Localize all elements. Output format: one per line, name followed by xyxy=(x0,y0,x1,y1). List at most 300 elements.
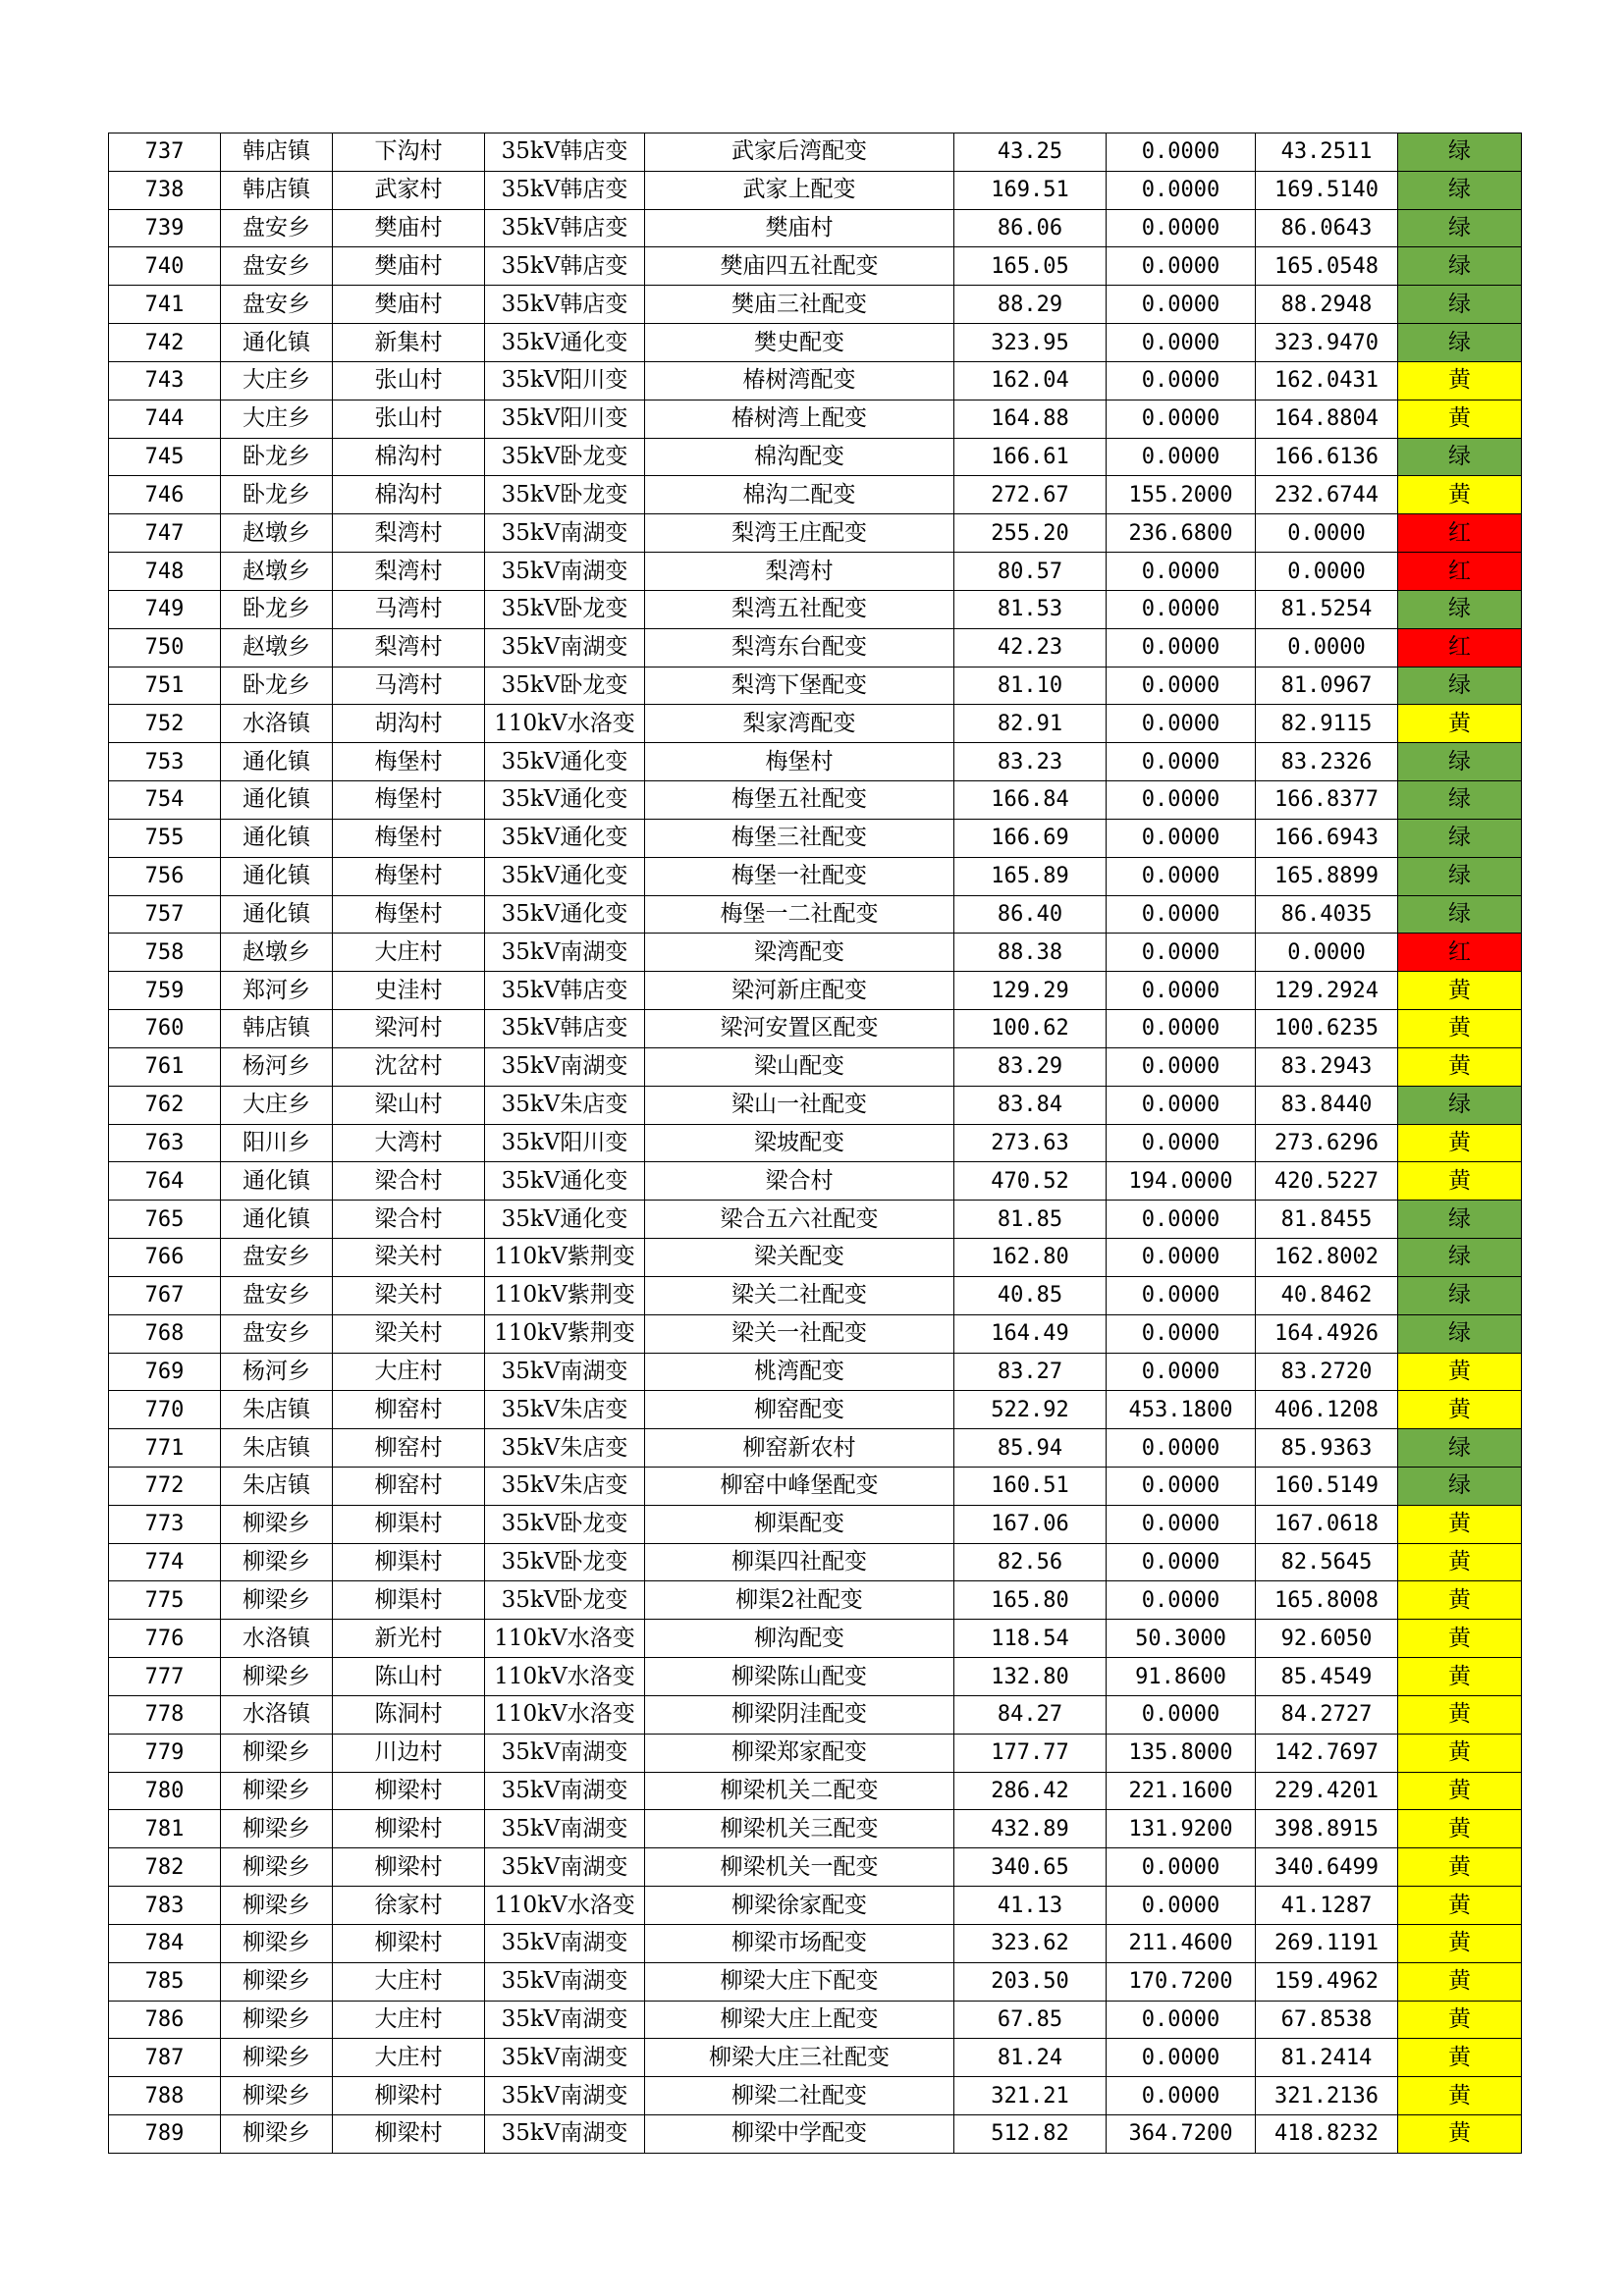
capacity-cell: 160.51 xyxy=(954,1467,1107,1505)
township-cell: 通化镇 xyxy=(221,1162,333,1201)
transformer-name-cell: 柳梁市场配变 xyxy=(645,1924,954,1962)
transformer-name-cell: 梁山一社配变 xyxy=(645,1086,954,1124)
capacity-cell: 41.13 xyxy=(954,1887,1107,1925)
available-capacity-cell: 166.8377 xyxy=(1256,781,1398,820)
transformer-name-cell: 梁山配变 xyxy=(645,1047,954,1086)
table-row xyxy=(109,1962,1522,2001)
table-row xyxy=(109,514,1522,553)
village-cell: 柳窑村 xyxy=(333,1429,485,1468)
used-capacity-cell: 0.0000 xyxy=(1107,1201,1256,1239)
available-capacity-cell: 85.4549 xyxy=(1256,1658,1398,1696)
row-number-cell: 740 xyxy=(109,247,221,286)
row-number-cell: 765 xyxy=(109,1201,221,1239)
table-row xyxy=(109,171,1522,209)
available-capacity-cell: 85.9363 xyxy=(1256,1429,1398,1468)
available-capacity-cell: 88.2948 xyxy=(1256,286,1398,324)
table-row xyxy=(109,2115,1522,2154)
available-capacity-cell: 43.2511 xyxy=(1256,133,1398,172)
status-cell: 黄 xyxy=(1398,1734,1522,1772)
substation-cell: 35kV卧龙变 xyxy=(485,667,645,705)
used-capacity-cell: 221.1600 xyxy=(1107,1772,1256,1810)
status-cell: 绿 xyxy=(1398,1201,1522,1239)
status-cell: 绿 xyxy=(1398,1239,1522,1277)
transformer-name-cell: 柳梁徐家配变 xyxy=(645,1887,954,1925)
available-capacity-cell: 81.5254 xyxy=(1256,590,1398,628)
available-capacity-cell: 167.0618 xyxy=(1256,1505,1398,1543)
table-row xyxy=(109,1924,1522,1962)
substation-cell: 35kV南湖变 xyxy=(485,1962,645,2001)
township-cell: 卧龙乡 xyxy=(221,667,333,705)
village-cell: 梅堡村 xyxy=(333,743,485,781)
used-capacity-cell: 155.2000 xyxy=(1107,476,1256,514)
village-cell: 柳渠村 xyxy=(333,1543,485,1581)
used-capacity-cell: 0.0000 xyxy=(1107,1276,1256,1314)
row-number-cell: 760 xyxy=(109,1010,221,1048)
row-number-cell: 767 xyxy=(109,1276,221,1314)
table-row xyxy=(109,1239,1522,1277)
table-row xyxy=(109,1353,1522,1391)
substation-cell: 35kV通化变 xyxy=(485,819,645,857)
transformer-name-cell: 梨湾东台配变 xyxy=(645,628,954,667)
village-cell: 柳渠村 xyxy=(333,1581,485,1620)
table-row xyxy=(109,857,1522,895)
transformer-name-cell: 樊史配变 xyxy=(645,324,954,362)
substation-cell: 35kV卧龙变 xyxy=(485,1581,645,1620)
township-cell: 通化镇 xyxy=(221,743,333,781)
village-cell: 梁河村 xyxy=(333,1010,485,1048)
available-capacity-cell: 100.6235 xyxy=(1256,1010,1398,1048)
table-row xyxy=(109,1581,1522,1620)
village-cell: 陈洞村 xyxy=(333,1695,485,1734)
capacity-cell: 81.10 xyxy=(954,667,1107,705)
substation-cell: 35kV南湖变 xyxy=(485,514,645,553)
used-capacity-cell: 0.0000 xyxy=(1107,895,1256,934)
transformer-name-cell: 梨湾下堡配变 xyxy=(645,667,954,705)
transformer-name-cell: 梅堡五社配变 xyxy=(645,781,954,820)
capacity-cell: 118.54 xyxy=(954,1620,1107,1658)
transformer-name-cell: 柳梁郑家配变 xyxy=(645,1734,954,1772)
township-cell: 柳梁乡 xyxy=(221,1887,333,1925)
transformer-name-cell: 梨家湾配变 xyxy=(645,705,954,743)
table-row xyxy=(109,1848,1522,1887)
substation-cell: 35kV卧龙变 xyxy=(485,1505,645,1543)
township-cell: 朱店镇 xyxy=(221,1429,333,1468)
township-cell: 通化镇 xyxy=(221,857,333,895)
available-capacity-cell: 273.6296 xyxy=(1256,1124,1398,1162)
available-capacity-cell: 41.1287 xyxy=(1256,1887,1398,1925)
status-cell: 黄 xyxy=(1398,1124,1522,1162)
row-number-cell: 778 xyxy=(109,1695,221,1734)
table-row xyxy=(109,1086,1522,1124)
status-cell: 黄 xyxy=(1398,1581,1522,1620)
used-capacity-cell: 0.0000 xyxy=(1107,171,1256,209)
village-cell: 胡沟村 xyxy=(333,705,485,743)
used-capacity-cell: 0.0000 xyxy=(1107,667,1256,705)
township-cell: 大庄乡 xyxy=(221,1086,333,1124)
substation-cell: 35kV阳川变 xyxy=(485,361,645,400)
table-row xyxy=(109,705,1522,743)
substation-cell: 35kV朱店变 xyxy=(485,1086,645,1124)
capacity-cell: 323.95 xyxy=(954,324,1107,362)
capacity-cell: 166.69 xyxy=(954,819,1107,857)
used-capacity-cell: 0.0000 xyxy=(1107,1695,1256,1734)
table-row xyxy=(109,667,1522,705)
used-capacity-cell: 91.8600 xyxy=(1107,1658,1256,1696)
substation-cell: 35kV南湖变 xyxy=(485,1047,645,1086)
used-capacity-cell: 0.0000 xyxy=(1107,1047,1256,1086)
township-cell: 柳梁乡 xyxy=(221,1505,333,1543)
capacity-cell: 129.29 xyxy=(954,972,1107,1010)
transformer-name-cell: 棉沟配变 xyxy=(645,438,954,476)
used-capacity-cell: 0.0000 xyxy=(1107,400,1256,438)
village-cell: 梁山村 xyxy=(333,1086,485,1124)
capacity-cell: 165.05 xyxy=(954,247,1107,286)
row-number-cell: 761 xyxy=(109,1047,221,1086)
capacity-cell: 512.82 xyxy=(954,2115,1107,2154)
row-number-cell: 777 xyxy=(109,1658,221,1696)
row-number-cell: 743 xyxy=(109,361,221,400)
substation-cell: 110kV水洛变 xyxy=(485,1887,645,1925)
row-number-cell: 763 xyxy=(109,1124,221,1162)
village-cell: 梅堡村 xyxy=(333,819,485,857)
transformer-name-cell: 柳梁机关一配变 xyxy=(645,1848,954,1887)
status-cell: 红 xyxy=(1398,934,1522,972)
capacity-cell: 166.61 xyxy=(954,438,1107,476)
substation-cell: 35kV南湖变 xyxy=(485,2115,645,2154)
row-number-cell: 751 xyxy=(109,667,221,705)
capacity-cell: 81.85 xyxy=(954,1201,1107,1239)
township-cell: 盘安乡 xyxy=(221,1276,333,1314)
row-number-cell: 773 xyxy=(109,1505,221,1543)
township-cell: 韩店镇 xyxy=(221,171,333,209)
row-number-cell: 769 xyxy=(109,1353,221,1391)
capacity-cell: 167.06 xyxy=(954,1505,1107,1543)
capacity-cell: 203.50 xyxy=(954,1962,1107,2001)
status-cell: 黄 xyxy=(1398,1772,1522,1810)
capacity-cell: 81.24 xyxy=(954,2039,1107,2077)
township-cell: 盘安乡 xyxy=(221,247,333,286)
substation-cell: 35kV南湖变 xyxy=(485,934,645,972)
village-cell: 樊庙村 xyxy=(333,209,485,247)
status-cell: 黄 xyxy=(1398,2001,1522,2039)
status-cell: 红 xyxy=(1398,514,1522,553)
available-capacity-cell: 83.2943 xyxy=(1256,1047,1398,1086)
used-capacity-cell: 0.0000 xyxy=(1107,247,1256,286)
table-row xyxy=(109,2001,1522,2039)
transformer-name-cell: 梁河安置区配变 xyxy=(645,1010,954,1048)
transformer-name-cell: 柳渠2社配变 xyxy=(645,1581,954,1620)
capacity-cell: 164.49 xyxy=(954,1314,1107,1353)
row-number-cell: 756 xyxy=(109,857,221,895)
used-capacity-cell: 0.0000 xyxy=(1107,2001,1256,2039)
table-row xyxy=(109,1010,1522,1048)
status-cell: 黄 xyxy=(1398,972,1522,1010)
village-cell: 大庄村 xyxy=(333,2039,485,2077)
capacity-cell: 165.80 xyxy=(954,1581,1107,1620)
available-capacity-cell: 82.5645 xyxy=(1256,1543,1398,1581)
used-capacity-cell: 0.0000 xyxy=(1107,1353,1256,1391)
capacity-cell: 83.23 xyxy=(954,743,1107,781)
used-capacity-cell: 0.0000 xyxy=(1107,2077,1256,2115)
status-cell: 黄 xyxy=(1398,1543,1522,1581)
table-row xyxy=(109,819,1522,857)
available-capacity-cell: 420.5227 xyxy=(1256,1162,1398,1201)
township-cell: 大庄乡 xyxy=(221,400,333,438)
capacity-cell: 82.91 xyxy=(954,705,1107,743)
township-cell: 水洛镇 xyxy=(221,1695,333,1734)
village-cell: 梅堡村 xyxy=(333,857,485,895)
row-number-cell: 746 xyxy=(109,476,221,514)
available-capacity-cell: 67.8538 xyxy=(1256,2001,1398,2039)
transformer-name-cell: 柳梁大庄下配变 xyxy=(645,1962,954,2001)
capacity-cell: 166.84 xyxy=(954,781,1107,820)
available-capacity-cell: 84.2727 xyxy=(1256,1695,1398,1734)
township-cell: 柳梁乡 xyxy=(221,1734,333,1772)
village-cell: 柳梁村 xyxy=(333,1924,485,1962)
status-cell: 绿 xyxy=(1398,895,1522,934)
status-cell: 红 xyxy=(1398,553,1522,591)
capacity-cell: 86.06 xyxy=(954,209,1107,247)
village-cell: 柳窑村 xyxy=(333,1391,485,1429)
status-cell: 绿 xyxy=(1398,743,1522,781)
table-row xyxy=(109,743,1522,781)
used-capacity-cell: 0.0000 xyxy=(1107,209,1256,247)
table-row xyxy=(109,628,1522,667)
township-cell: 水洛镇 xyxy=(221,1620,333,1658)
township-cell: 柳梁乡 xyxy=(221,1581,333,1620)
row-number-cell: 784 xyxy=(109,1924,221,1962)
transformer-name-cell: 梨湾五社配变 xyxy=(645,590,954,628)
substation-cell: 35kV卧龙变 xyxy=(485,438,645,476)
substation-cell: 35kV朱店变 xyxy=(485,1391,645,1429)
village-cell: 武家村 xyxy=(333,171,485,209)
substation-cell: 35kV韩店变 xyxy=(485,133,645,172)
substation-cell: 110kV水洛变 xyxy=(485,705,645,743)
status-cell: 绿 xyxy=(1398,819,1522,857)
capacity-cell: 162.80 xyxy=(954,1239,1107,1277)
township-cell: 通化镇 xyxy=(221,324,333,362)
transformer-name-cell: 柳梁陈山配变 xyxy=(645,1658,954,1696)
used-capacity-cell: 0.0000 xyxy=(1107,628,1256,667)
available-capacity-cell: 166.6943 xyxy=(1256,819,1398,857)
table-row xyxy=(109,1505,1522,1543)
available-capacity-cell: 229.4201 xyxy=(1256,1772,1398,1810)
available-capacity-cell: 166.6136 xyxy=(1256,438,1398,476)
status-cell: 绿 xyxy=(1398,133,1522,172)
available-capacity-cell: 83.8440 xyxy=(1256,1086,1398,1124)
substation-cell: 110kV紫荆变 xyxy=(485,1239,645,1277)
substation-cell: 35kV阳川变 xyxy=(485,400,645,438)
status-cell: 黄 xyxy=(1398,1047,1522,1086)
substation-cell: 35kV通化变 xyxy=(485,895,645,934)
township-cell: 柳梁乡 xyxy=(221,1848,333,1887)
used-capacity-cell: 0.0000 xyxy=(1107,2039,1256,2077)
used-capacity-cell: 0.0000 xyxy=(1107,1505,1256,1543)
status-cell: 黄 xyxy=(1398,1010,1522,1048)
status-cell: 黄 xyxy=(1398,1620,1522,1658)
used-capacity-cell: 0.0000 xyxy=(1107,1467,1256,1505)
transformer-name-cell: 桃湾配变 xyxy=(645,1353,954,1391)
transformer-name-cell: 柳梁机关二配变 xyxy=(645,1772,954,1810)
table-row xyxy=(109,1314,1522,1353)
status-cell: 黄 xyxy=(1398,1695,1522,1734)
status-cell: 黄 xyxy=(1398,1848,1522,1887)
status-cell: 红 xyxy=(1398,628,1522,667)
substation-cell: 35kV韩店变 xyxy=(485,286,645,324)
substation-cell: 35kV通化变 xyxy=(485,781,645,820)
substation-cell: 35kV南湖变 xyxy=(485,628,645,667)
status-cell: 黄 xyxy=(1398,2077,1522,2115)
capacity-cell: 164.88 xyxy=(954,400,1107,438)
table-row xyxy=(109,438,1522,476)
table-row xyxy=(109,2039,1522,2077)
substation-cell: 35kV卧龙变 xyxy=(485,1543,645,1581)
capacity-cell: 132.80 xyxy=(954,1658,1107,1696)
row-number-cell: 776 xyxy=(109,1620,221,1658)
table-row xyxy=(109,1124,1522,1162)
township-cell: 通化镇 xyxy=(221,819,333,857)
village-cell: 张山村 xyxy=(333,400,485,438)
row-number-cell: 749 xyxy=(109,590,221,628)
status-cell: 黄 xyxy=(1398,1658,1522,1696)
used-capacity-cell: 0.0000 xyxy=(1107,934,1256,972)
table-row xyxy=(109,1162,1522,1201)
available-capacity-cell: 160.5149 xyxy=(1256,1467,1398,1505)
row-number-cell: 780 xyxy=(109,1772,221,1810)
township-cell: 朱店镇 xyxy=(221,1391,333,1429)
substation-cell: 110kV紫荆变 xyxy=(485,1314,645,1353)
township-cell: 杨河乡 xyxy=(221,1047,333,1086)
row-number-cell: 738 xyxy=(109,171,221,209)
village-cell: 梁合村 xyxy=(333,1201,485,1239)
row-number-cell: 770 xyxy=(109,1391,221,1429)
capacity-cell: 88.38 xyxy=(954,934,1107,972)
used-capacity-cell: 0.0000 xyxy=(1107,1086,1256,1124)
capacity-cell: 255.20 xyxy=(954,514,1107,553)
village-cell: 梁关村 xyxy=(333,1314,485,1353)
table-row xyxy=(109,934,1522,972)
used-capacity-cell: 0.0000 xyxy=(1107,1429,1256,1468)
table-row xyxy=(109,247,1522,286)
capacity-cell: 81.53 xyxy=(954,590,1107,628)
used-capacity-cell: 0.0000 xyxy=(1107,133,1256,172)
village-cell: 梅堡村 xyxy=(333,781,485,820)
row-number-cell: 779 xyxy=(109,1734,221,1772)
used-capacity-cell: 453.1800 xyxy=(1107,1391,1256,1429)
available-capacity-cell: 0.0000 xyxy=(1256,934,1398,972)
status-cell: 黄 xyxy=(1398,1391,1522,1429)
township-cell: 赵墩乡 xyxy=(221,514,333,553)
status-cell: 黄 xyxy=(1398,1962,1522,2001)
substation-cell: 110kV紫荆变 xyxy=(485,1276,645,1314)
table-row xyxy=(109,133,1522,172)
village-cell: 新光村 xyxy=(333,1620,485,1658)
substation-cell: 35kV韩店变 xyxy=(485,209,645,247)
transformer-name-cell: 柳梁二社配变 xyxy=(645,2077,954,2115)
village-cell: 大庄村 xyxy=(333,1962,485,2001)
capacity-cell: 80.57 xyxy=(954,553,1107,591)
transformer-name-cell: 武家上配变 xyxy=(645,171,954,209)
available-capacity-cell: 162.8002 xyxy=(1256,1239,1398,1277)
available-capacity-cell: 159.4962 xyxy=(1256,1962,1398,2001)
substation-cell: 110kV水洛变 xyxy=(485,1695,645,1734)
village-cell: 梁关村 xyxy=(333,1239,485,1277)
row-number-cell: 789 xyxy=(109,2115,221,2154)
village-cell: 樊庙村 xyxy=(333,247,485,286)
used-capacity-cell: 0.0000 xyxy=(1107,705,1256,743)
township-cell: 柳梁乡 xyxy=(221,2077,333,2115)
row-number-cell: 755 xyxy=(109,819,221,857)
used-capacity-cell: 0.0000 xyxy=(1107,1124,1256,1162)
table-row xyxy=(109,1887,1522,1925)
status-cell: 绿 xyxy=(1398,324,1522,362)
row-number-cell: 772 xyxy=(109,1467,221,1505)
transformer-name-cell: 梁关二社配变 xyxy=(645,1276,954,1314)
available-capacity-cell: 398.8915 xyxy=(1256,1810,1398,1848)
township-cell: 盘安乡 xyxy=(221,209,333,247)
status-cell: 黄 xyxy=(1398,1887,1522,1925)
available-capacity-cell: 0.0000 xyxy=(1256,514,1398,553)
capacity-cell: 321.21 xyxy=(954,2077,1107,2115)
row-number-cell: 785 xyxy=(109,1962,221,2001)
transformer-name-cell: 柳渠四社配变 xyxy=(645,1543,954,1581)
capacity-cell: 83.27 xyxy=(954,1353,1107,1391)
township-cell: 柳梁乡 xyxy=(221,2039,333,2077)
village-cell: 梁关村 xyxy=(333,1276,485,1314)
table-row xyxy=(109,1467,1522,1505)
township-cell: 柳梁乡 xyxy=(221,1543,333,1581)
status-cell: 黄 xyxy=(1398,1353,1522,1391)
row-number-cell: 739 xyxy=(109,209,221,247)
township-cell: 盘安乡 xyxy=(221,1239,333,1277)
village-cell: 新集村 xyxy=(333,324,485,362)
village-cell: 史洼村 xyxy=(333,972,485,1010)
status-cell: 绿 xyxy=(1398,1429,1522,1468)
capacity-cell: 42.23 xyxy=(954,628,1107,667)
used-capacity-cell: 170.7200 xyxy=(1107,1962,1256,2001)
row-number-cell: 788 xyxy=(109,2077,221,2115)
capacity-cell: 177.77 xyxy=(954,1734,1107,1772)
available-capacity-cell: 321.2136 xyxy=(1256,2077,1398,2115)
row-number-cell: 787 xyxy=(109,2039,221,2077)
used-capacity-cell: 50.3000 xyxy=(1107,1620,1256,1658)
transformer-name-cell: 梁坡配变 xyxy=(645,1124,954,1162)
table-row xyxy=(109,1772,1522,1810)
township-cell: 柳梁乡 xyxy=(221,1810,333,1848)
village-cell: 棉沟村 xyxy=(333,476,485,514)
substation-cell: 35kV通化变 xyxy=(485,743,645,781)
row-number-cell: 742 xyxy=(109,324,221,362)
village-cell: 陈山村 xyxy=(333,1658,485,1696)
row-number-cell: 759 xyxy=(109,972,221,1010)
capacity-cell: 323.62 xyxy=(954,1924,1107,1962)
transformer-name-cell: 棉沟二配变 xyxy=(645,476,954,514)
capacity-cell: 165.89 xyxy=(954,857,1107,895)
substation-cell: 35kV韩店变 xyxy=(485,1010,645,1048)
township-cell: 柳梁乡 xyxy=(221,1658,333,1696)
village-cell: 川边村 xyxy=(333,1734,485,1772)
available-capacity-cell: 169.5140 xyxy=(1256,171,1398,209)
row-number-cell: 750 xyxy=(109,628,221,667)
village-cell: 徐家村 xyxy=(333,1887,485,1925)
substation-cell: 35kV通化变 xyxy=(485,857,645,895)
township-cell: 赵墩乡 xyxy=(221,628,333,667)
used-capacity-cell: 0.0000 xyxy=(1107,972,1256,1010)
row-number-cell: 744 xyxy=(109,400,221,438)
row-number-cell: 741 xyxy=(109,286,221,324)
township-cell: 通化镇 xyxy=(221,895,333,934)
transformer-name-cell: 柳梁中学配变 xyxy=(645,2115,954,2154)
